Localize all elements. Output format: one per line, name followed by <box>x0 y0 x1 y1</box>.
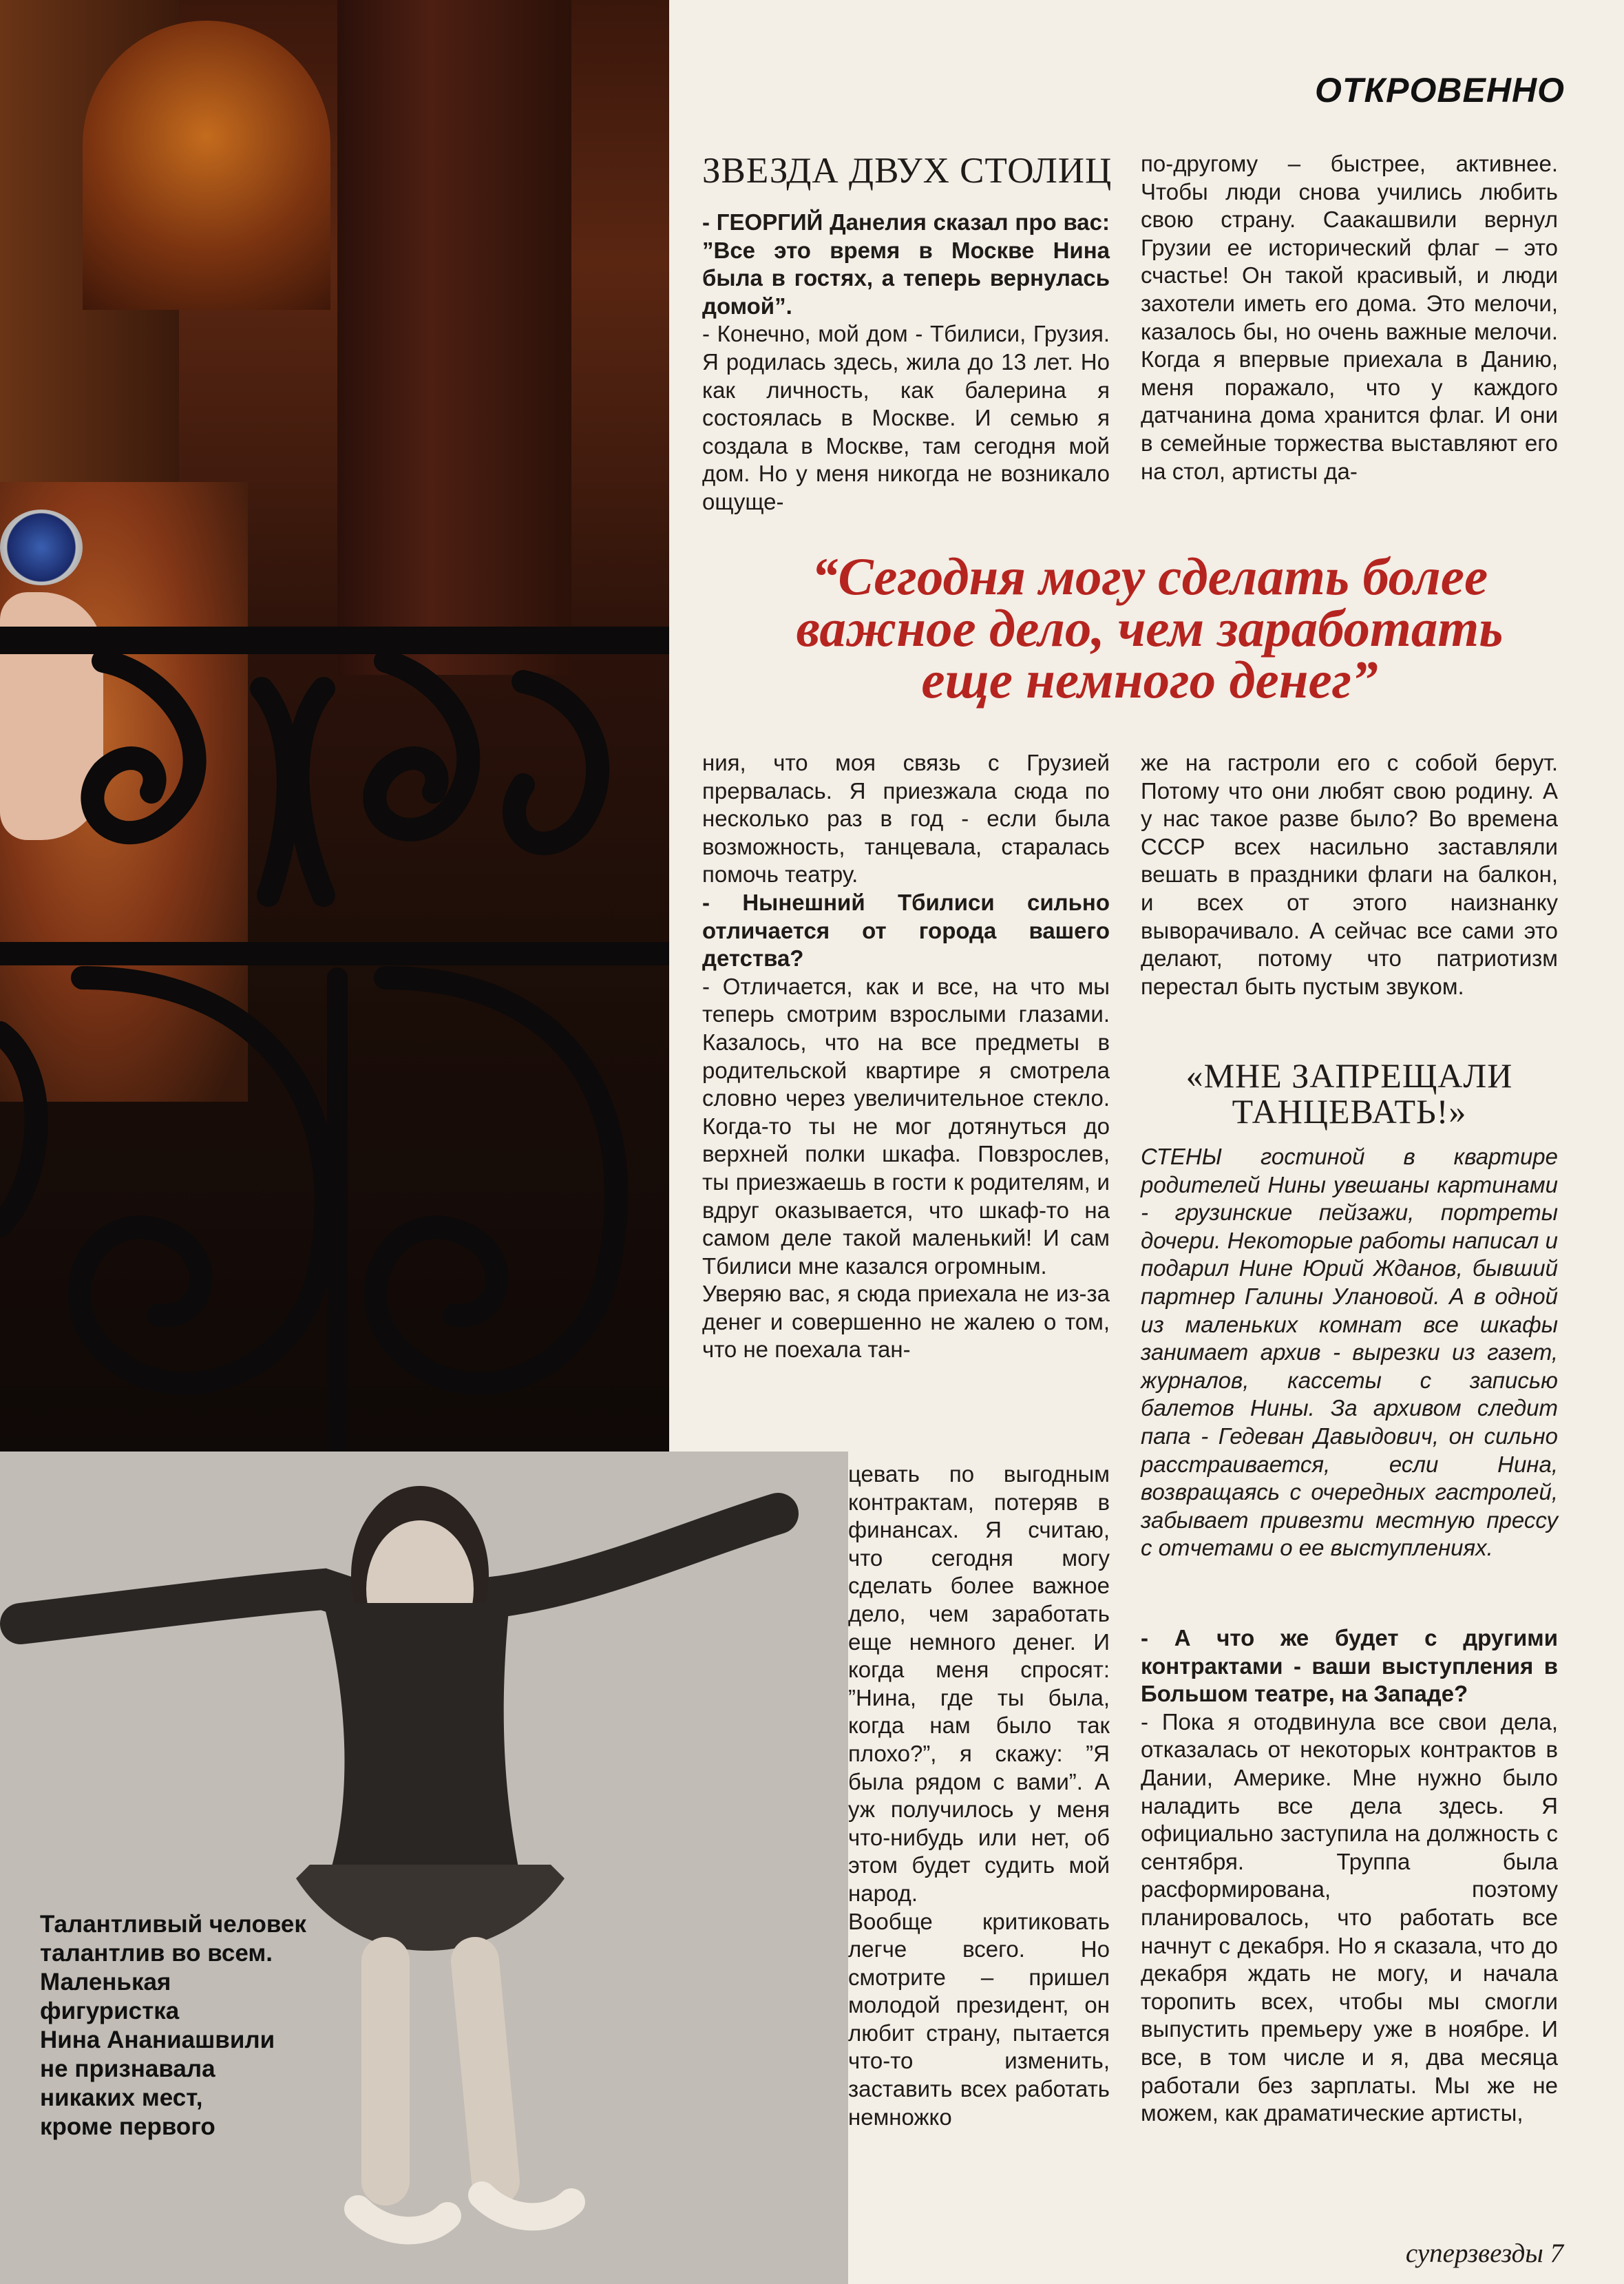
paragraph: Вообще критиковать легче всего. Но смотрите – пришел молодой президент, он любит страну, пытается что-то изменить, заставить всех работать немножко <box>848 1908 1110 2130</box>
col2-bottom <box>1141 749 1558 1000</box>
pull-quote <box>682 547 1618 709</box>
photo-figure-skater <box>0 1452 848 2284</box>
heading-1: ЗВЕЗДА ДВУХ СТОЛИЦ <box>702 151 1112 191</box>
paragraph: - Отличается, как и все, на что мы теперь смотрим взрослыми глазами. Казалось, что на все предметы в родительской квартире я смотрела словно через увеличительное стекло. Когда-то ты не мог дотянуться до верхней полки шкафа. Повзрослев, ты приезжаешь в гости к родителям, и вдруг оказывается, что шкаф-то на самом деле такой маленький! И сам Тбилиси мне казался огромным. <box>702 973 1110 1279</box>
paragraph: - Пока я отодвинула все свои дела, отказалась от некоторых контрактов в Дании, Америке. Мне нужно было наладить все дела здесь. Я официально заступила на должность с сентября. Труппа была расформирована, поэтому планировалось, что работать все начнут с декабря. Но я сказала, что до декабря ждать не могу, и начала торопить всех, чтобы мы смогли выпустить премьеру уже в ноябре. И все, в том числе и я, два месяца работали без зарплаты. Мы же не можем, как драматические артисты, <box>1141 1708 1558 2126</box>
paragraph: же на гастроли его с собой берут. Потому что они любят свою родину. А у нас такое разве было? Во времена СССР всех насильно заставляли вешать в праздники флаги на балкон, и всех от этого наизнанку выворачивало. А сейчас все сами это делают, потому что патриотизм перестал быть пустым звуком. <box>1141 750 1558 999</box>
caption-line: Маленькая <box>40 1969 171 1995</box>
heading-2-line: ТАНЦЕВАТЬ!» <box>1232 1092 1467 1131</box>
paragraph: - Конечно, мой дом - Тбилиси, Грузия. Я родилась здесь, жила до 13 лет. Но как личность, как балерина я состоялась в Москве. И семью я создала в Москве, там сегодня мой дом. Но у меня никогда не возникало ощуще- <box>702 321 1110 514</box>
col1-top <box>702 209 1110 516</box>
skater-graphic <box>0 1452 848 2284</box>
photo-caption <box>40 1910 363 2141</box>
caption-line: талантлив во всем. <box>40 1940 273 1967</box>
caption-line: никаких мест, <box>40 2084 203 2111</box>
col2-italic <box>1141 1143 1558 1562</box>
caption-line: кроме первого <box>40 2113 215 2140</box>
col2-top <box>1141 150 1558 485</box>
section-tag: ОТКРОВЕННО <box>1315 71 1565 109</box>
caption-line: Талантливый человек <box>40 1911 306 1938</box>
heading-2-line: «МНЕ ЗАПРЕЩАЛИ <box>1185 1056 1513 1095</box>
paragraph: по-другому – быстрее, активнее. Чтобы люди снова учились любить свою страну. Саакашвили вернул Грузии ее исторический флаг – это счастье! Он такой красивый, и люди захотели иметь его дома. Это мелочи, казалось бы, но очень важные мелочи. Когда я впервые приехала в Данию, меня поражало, что у каждого датчанина дома хранится флаг. И они в семейные торжества выставляют его на стол, артисты да- <box>1141 151 1558 484</box>
caption-line: фигуристка <box>40 1998 180 2024</box>
paragraph: ния, что моя связь с Грузией прервалась. Я приезжала сюда по несколько раз в год - если была возможность, танцевала, старалась помочь театру. <box>702 750 1110 888</box>
pull-quote-line: “Сегодня могу сделать более <box>811 547 1488 606</box>
paragraph-question: - ГЕОРГИЙ Данелия сказал про вас: ”Все это время в Москве Нина была в гостях, а теперь вернулась домой”. <box>702 209 1110 319</box>
col1-bottom <box>702 749 1110 1364</box>
pull-quote-line: еще немного денег” <box>921 650 1378 709</box>
paragraph-italic: СТЕНЫ гостиной в квартире родителей Нины увешаны картинами - грузинские пейзажи, портреты дочери. Некоторые работы написал и подарил Нине Юрий Жданов, бывший партнер Галины Улановой. А в одной из маленьких комнат все шкафы занимает архив - вырезки из газет, журналов, кассеты с записью балетов Нины. За архивом следит папа - Гедеван Давыдович, он сильно расстраивается, если Нина, возвращаясь с очередных гастролей, забывает привезти местную прессу с отчетами о ее выступлениях. <box>1141 1144 1558 1561</box>
col1-narrow <box>848 1460 1110 2131</box>
col2-end <box>1141 1624 1558 2128</box>
paragraph: цевать по выгодным контрактам, потеряв в финансах. Я считаю, что сегодня могу сделать более важное дело, чем заработать еще немного денег. И когда меня спросят: ”Нина, где ты была, когда нам было так плохо?”, я скажу: ”Я была рядом с вами”. А уж получилось у меня что-нибудь или нет, об этом будет судить мой народ. <box>848 1461 1110 1906</box>
heading-2 <box>1141 1058 1558 1129</box>
page-footer: суперзвезды 7 <box>1405 2239 1563 2268</box>
paragraph-question: - А что же будет с другими контрактами - ваши выступления в Большом театре, на Западе? <box>1141 1625 1558 1707</box>
paragraph: Уверяю вас, я сюда приехала не из-за денег и совершенно не жалею о том, что не поехала тан- <box>702 1281 1110 1363</box>
paragraph-question: - Нынешний Тбилиси сильно отличается от города вашего детства? <box>702 889 1110 972</box>
caption-line: Нина Ананиашвили <box>40 2026 275 2053</box>
iron-railing-graphic <box>0 0 669 1452</box>
pull-quote-line: важное дело, чем заработать <box>796 598 1504 658</box>
caption-line: не признавала <box>40 2055 215 2082</box>
photo-balcony <box>0 0 669 1452</box>
